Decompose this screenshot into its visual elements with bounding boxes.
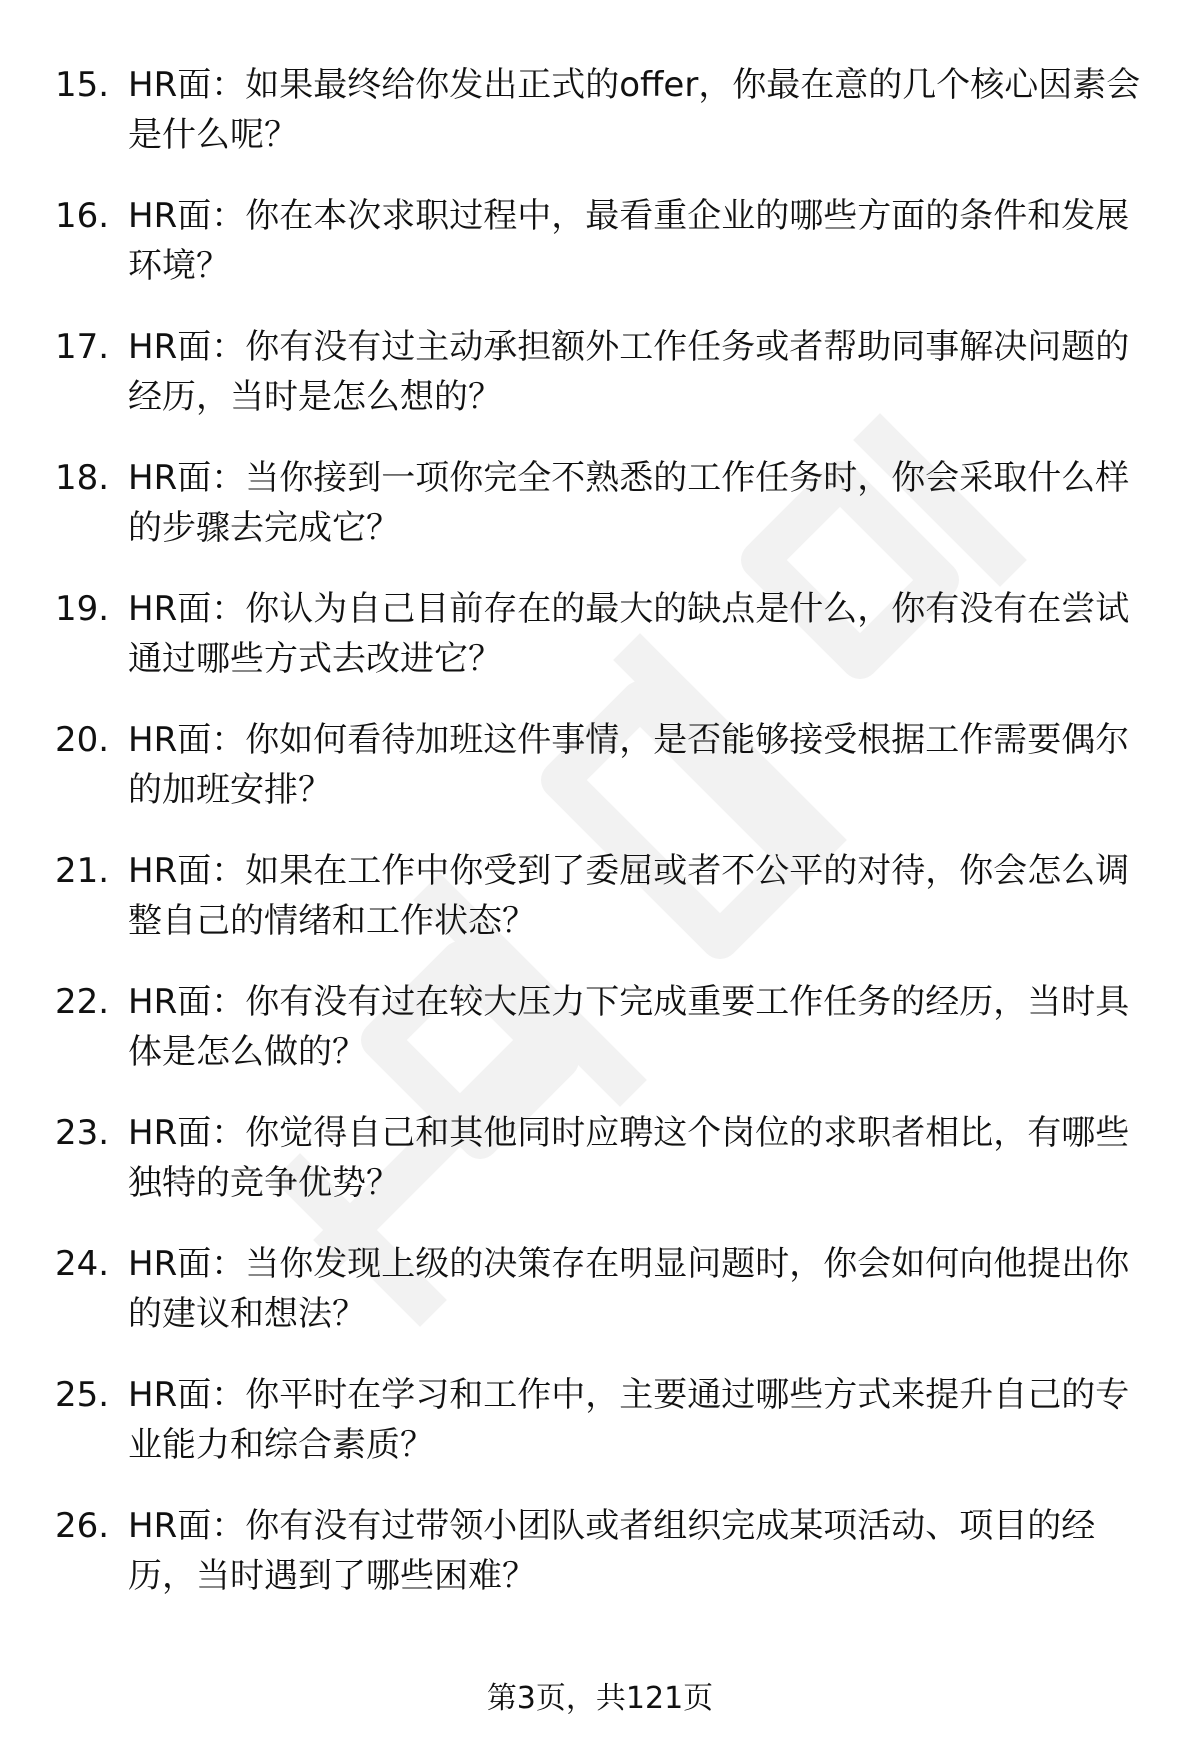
list-item: [0, 977, 1200, 1108]
question-number: 20.: [55, 720, 110, 760]
list-item: [0, 846, 1200, 977]
question-text: HR面：你有没有过在较大压力下完成重要工作任务的经历，当时具体是怎么做的？: [128, 982, 1130, 1072]
question-number: 16.: [55, 196, 110, 236]
list-item: [0, 191, 1200, 322]
question-number: 22.: [55, 982, 110, 1022]
list-item: [0, 1239, 1200, 1370]
list-item: [0, 322, 1200, 453]
list-item: [0, 453, 1200, 584]
question-text: HR面：如果最终给你发出正式的offer，你最在意的几个核心因素会是什么呢？: [128, 65, 1141, 155]
question-text: HR面：你平时在学习和工作中，主要通过哪些方式来提升自己的专业能力和综合素质？: [128, 1375, 1130, 1465]
question-text: HR面：你认为自己目前存在的最大的缺点是什么，你有没有在尝试通过哪些方式去改进它？: [128, 589, 1130, 679]
question-text: HR面：你如何看待加班这件事情，是否能够接受根据工作需要偶尔的加班安排？: [128, 720, 1130, 810]
question-text: HR面：如果在工作中你受到了委屈或者不公平的对待，你会怎么调整自己的情绪和工作状态？: [128, 851, 1130, 941]
question-number: 26.: [55, 1506, 110, 1546]
list-item: [0, 584, 1200, 715]
question-text: HR面：当你接到一项你完全不熟悉的工作任务时，你会采取什么样的步骤去完成它？: [128, 458, 1130, 548]
question-number: 25.: [55, 1375, 110, 1415]
question-text: HR面：当你发现上级的决策存在明显问题时，你会如何向他提出你的建议和想法？: [128, 1244, 1130, 1334]
question-number: 19.: [55, 589, 110, 629]
question-number: 23.: [55, 1113, 110, 1153]
question-text: HR面：你有没有过主动承担额外工作任务或者帮助同事解决问题的经历，当时是怎么想的？: [128, 327, 1130, 417]
question-number: 24.: [55, 1244, 110, 1284]
question-text: HR面：你有没有过带领小团队或者组织完成某项活动、项目的经历，当时遇到了哪些困难？: [128, 1506, 1096, 1596]
list-item: [0, 1370, 1200, 1501]
question-list: [0, 60, 1200, 1632]
question-number: 21.: [55, 851, 110, 891]
question-text: HR面：你觉得自己和其他同时应聘这个岗位的求职者相比，有哪些独特的竞争优势？: [128, 1113, 1130, 1203]
question-number: 18.: [55, 458, 110, 498]
page-indicator: 第3页，共121页: [486, 1681, 714, 1716]
list-item: [0, 1501, 1200, 1632]
question-number: 15.: [55, 65, 110, 105]
question-text: HR面：你在本次求职过程中，最看重企业的哪些方面的条件和发展环境？: [128, 196, 1130, 286]
list-item: [0, 1108, 1200, 1239]
question-number: 17.: [55, 327, 110, 367]
list-item: [0, 715, 1200, 846]
list-item: [0, 60, 1200, 191]
